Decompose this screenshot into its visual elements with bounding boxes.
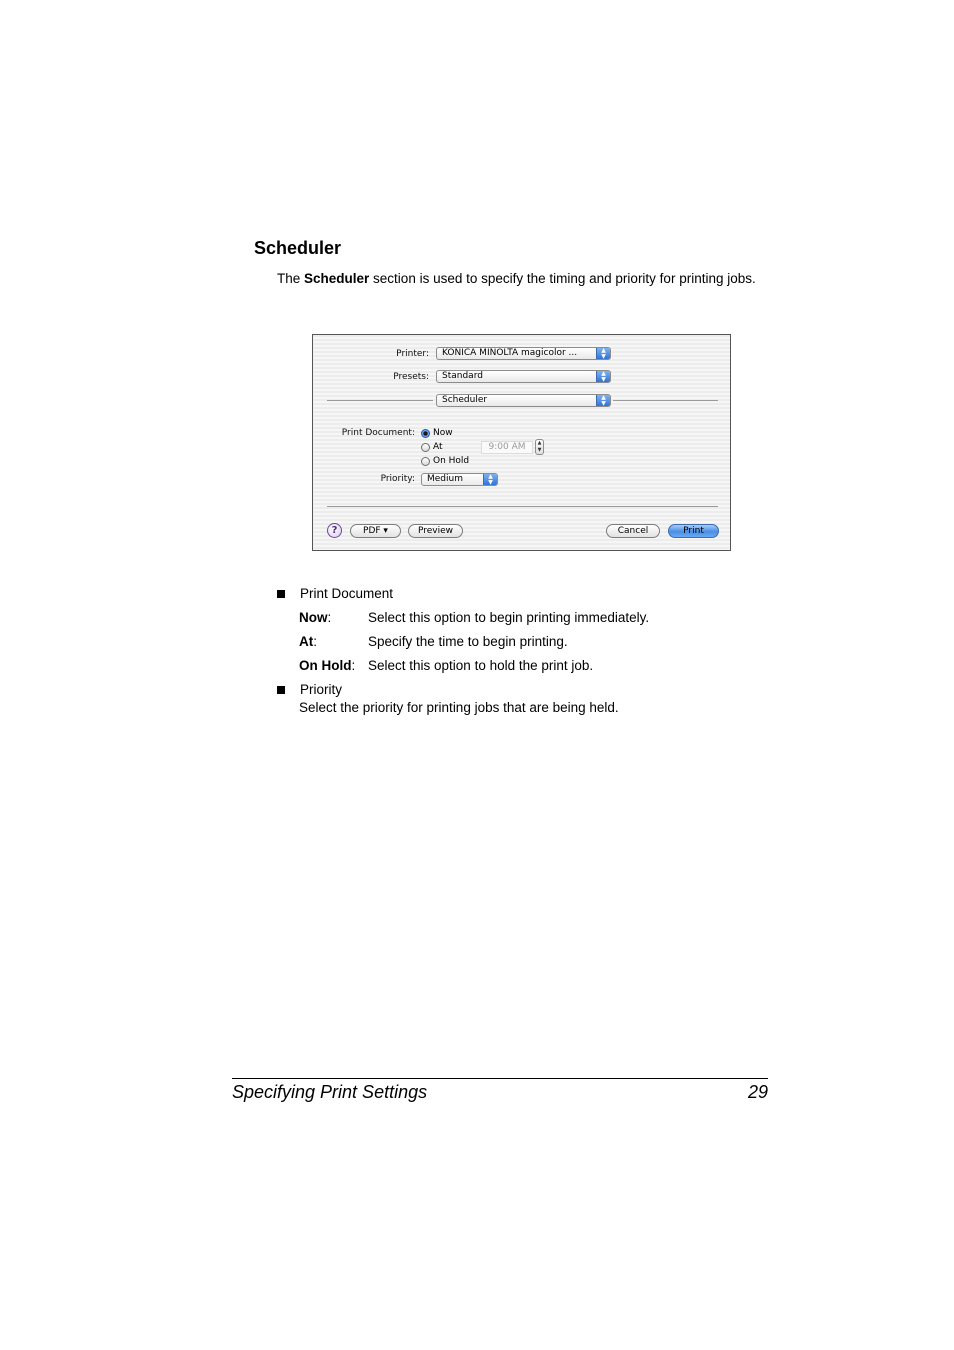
definition-now: Now: Select this option to begin printing immediately. bbox=[299, 610, 650, 625]
print-dialog-screenshot bbox=[312, 334, 731, 551]
time-stepper[interactable]: ▲ ▼ bbox=[535, 439, 544, 455]
time-field[interactable]: 9:00 AM bbox=[481, 441, 533, 454]
page-number: 29 bbox=[747, 1082, 768, 1102]
popup-arrows-icon: ▲ ▼ bbox=[483, 474, 497, 485]
footer-rule bbox=[232, 1078, 768, 1079]
footer-title: Specifying Print Settings bbox=[232, 1082, 428, 1102]
print-button[interactable]: Print bbox=[668, 524, 719, 538]
bullet-square-icon bbox=[277, 686, 285, 694]
presets-popup[interactable]: Standard ▲ ▼ bbox=[436, 370, 611, 383]
print-document-label: Print Document: bbox=[341, 428, 415, 438]
divider bbox=[327, 506, 718, 507]
presets-label: Presets: bbox=[393, 372, 429, 382]
radio-selected-icon bbox=[421, 429, 430, 438]
radio-now[interactable]: Now bbox=[421, 427, 453, 439]
pdf-button[interactable]: PDF ▾ bbox=[350, 524, 401, 538]
help-button[interactable]: ? bbox=[327, 523, 342, 538]
definition-at: At: Specify the time to begin printing. bbox=[299, 634, 568, 649]
panel-popup[interactable]: Scheduler ▲ ▼ bbox=[436, 394, 611, 407]
priority-label: Priority: bbox=[380, 474, 415, 484]
radio-icon bbox=[421, 443, 430, 452]
intro-bold-term: Scheduler bbox=[304, 271, 370, 286]
printer-popup[interactable]: KONICA MINOLTA magicolor ... ▲ ▼ bbox=[436, 347, 611, 360]
popup-arrows-icon: ▲ ▼ bbox=[596, 395, 610, 406]
printer-label: Printer: bbox=[396, 349, 429, 359]
priority-popup[interactable]: Medium ▲ ▼ bbox=[421, 473, 498, 486]
popup-arrows-icon: ▲ ▼ bbox=[596, 348, 610, 359]
intro-paragraph: The Scheduler section is used to specify the timing and priority for printing jobs. bbox=[277, 271, 756, 286]
bullet-square-icon bbox=[277, 590, 285, 598]
cancel-button[interactable]: Cancel bbox=[606, 524, 660, 538]
preview-button[interactable]: Preview bbox=[408, 524, 463, 538]
priority-description: Select the priority for printing jobs that are being held. bbox=[299, 700, 619, 715]
divider bbox=[327, 400, 433, 401]
divider bbox=[613, 400, 718, 401]
radio-icon bbox=[421, 457, 430, 466]
radio-at[interactable]: At bbox=[421, 441, 443, 453]
definition-on-hold: On Hold: Select this option to hold the print job. bbox=[299, 658, 594, 673]
popup-arrows-icon: ▲ ▼ bbox=[596, 371, 610, 382]
radio-on-hold[interactable]: On Hold bbox=[421, 455, 469, 467]
section-title: Scheduler bbox=[254, 238, 342, 258]
